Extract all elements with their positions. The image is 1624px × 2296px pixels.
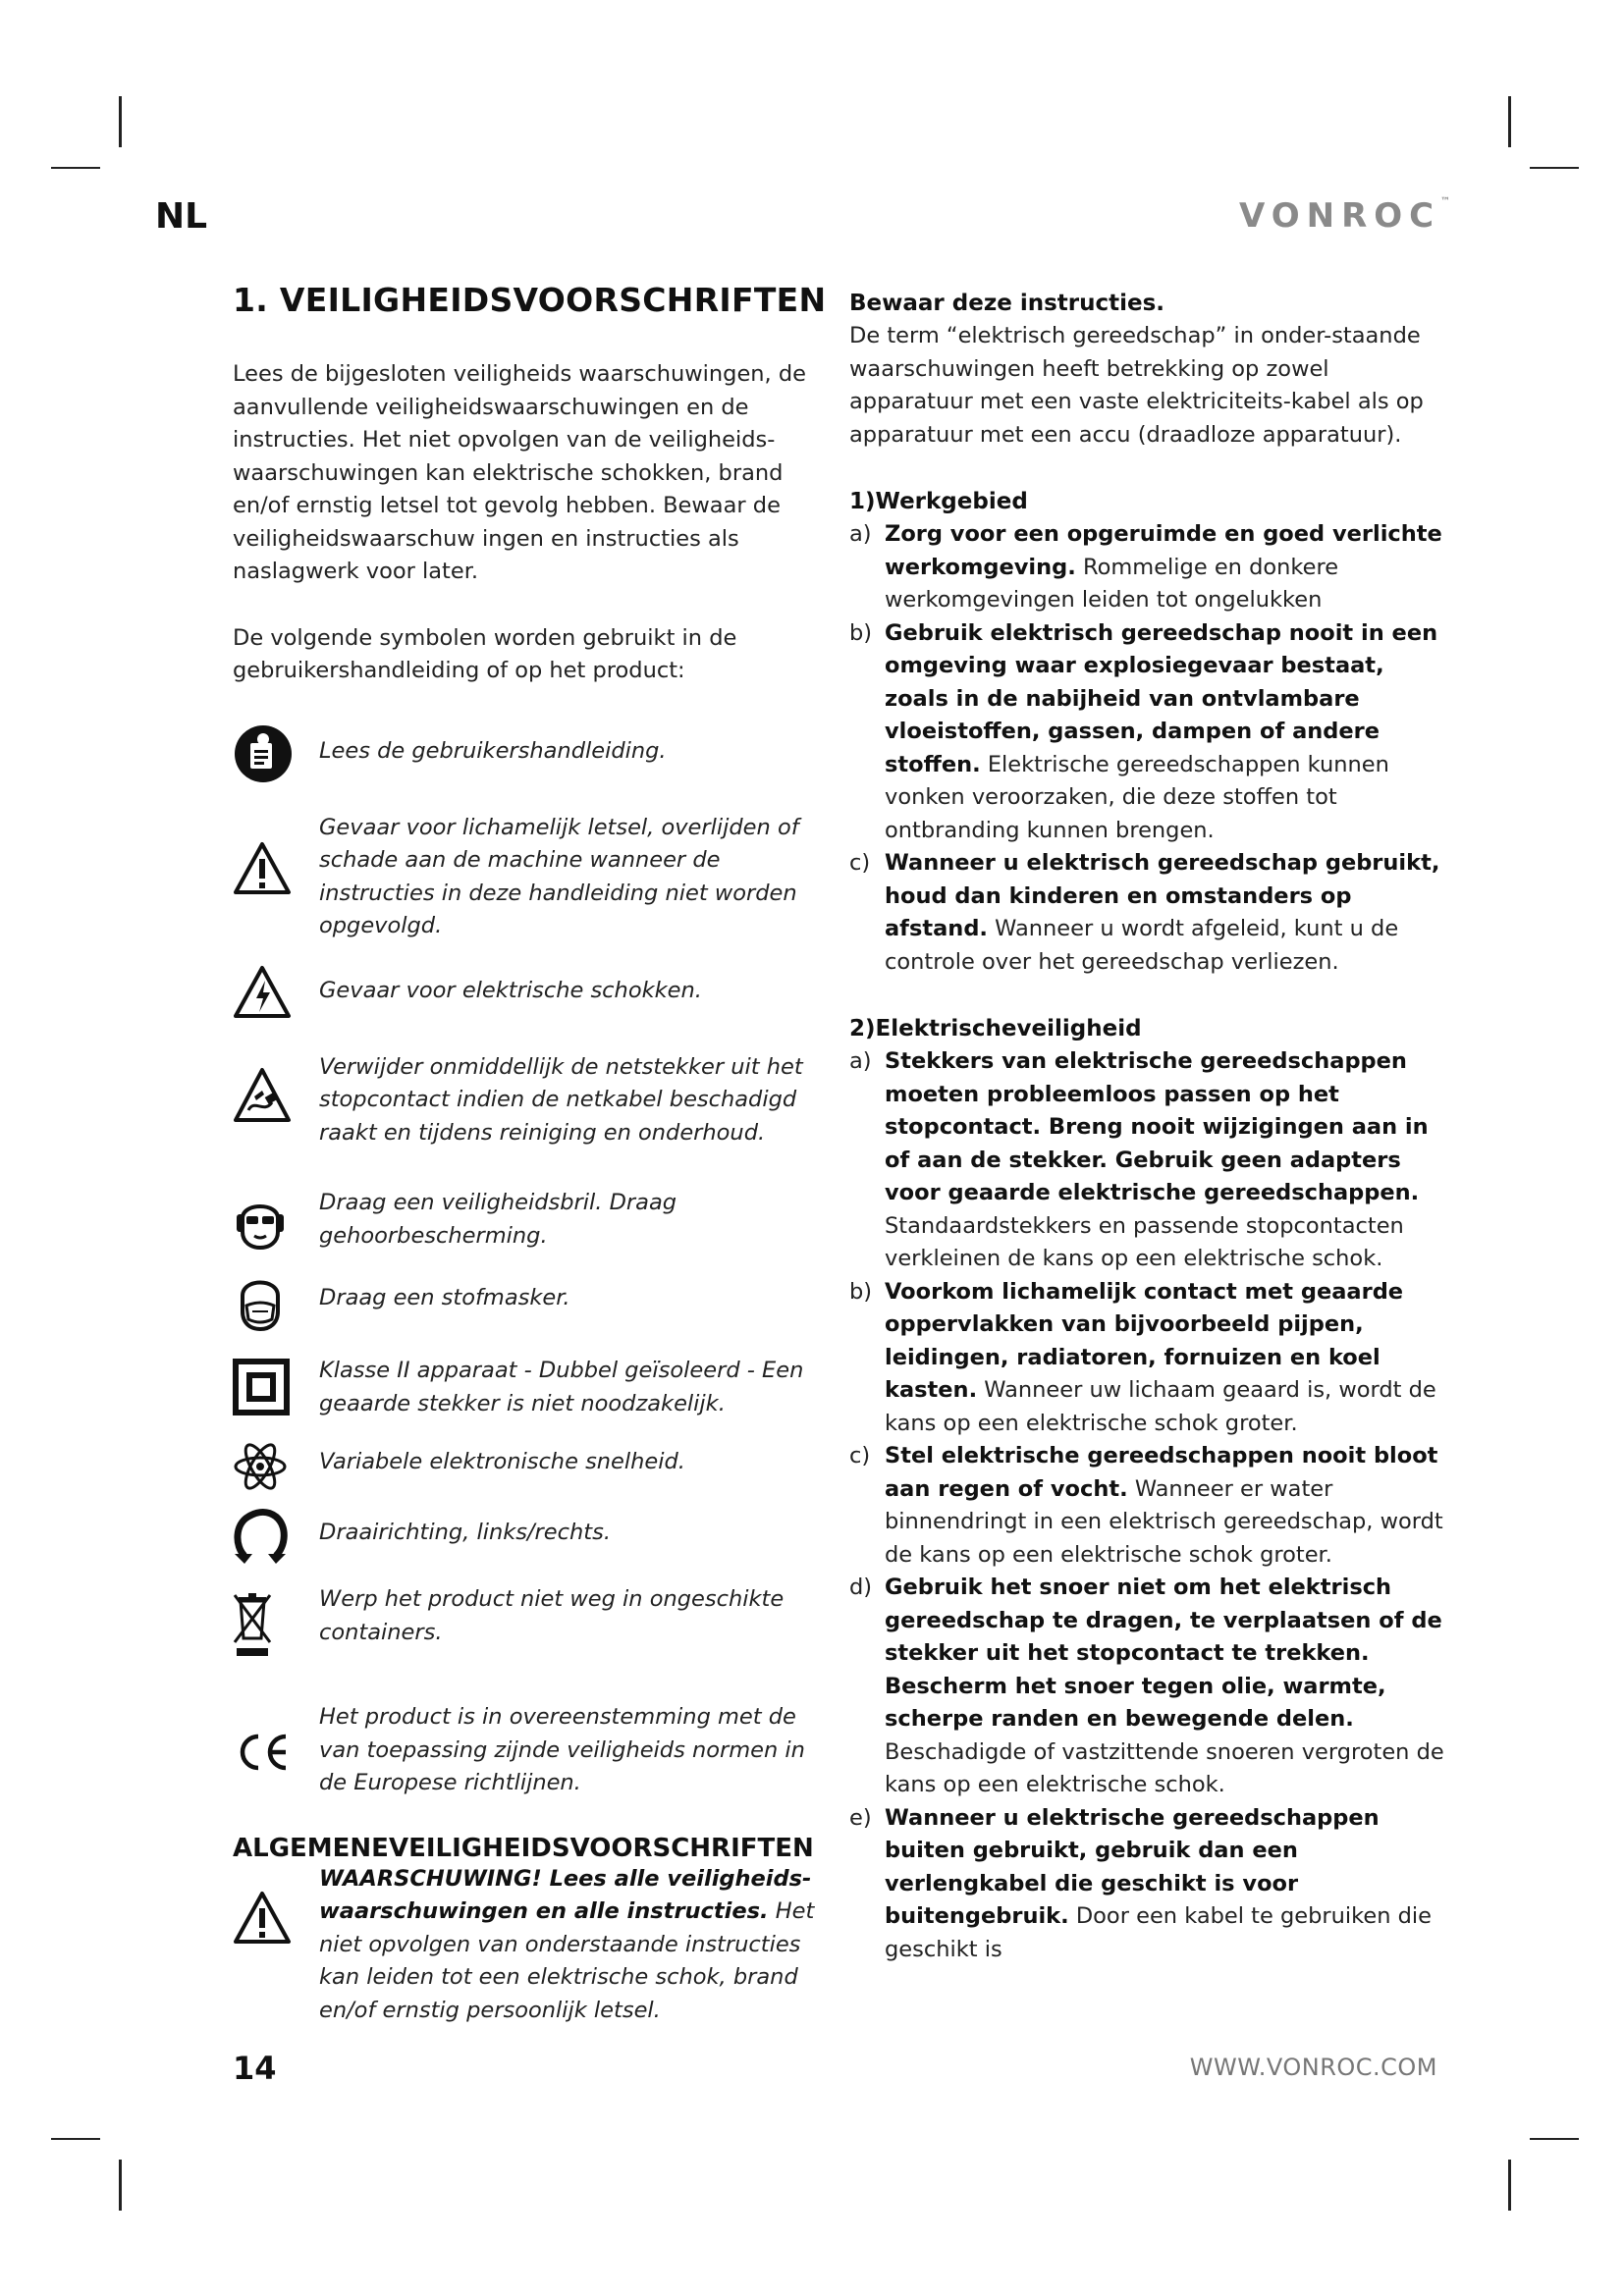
symbol-text: Verwijder onmiddellijk de netstekker uit het stopcontact indien de netkabel beschadigd raakt en tijdens reiniging en onderhoud.: [319, 1053, 803, 1146]
list-item: b) Gebruik elektrisch gereedschap nooit in een omgeving waar explosiegevaar bestaat, zoals in de nabijheid van ontvlambare vloeistoffen, gassen, dampen of andere stoffen. Elektrische gereedschappen kunnen vonken veroorzaken, die deze stoffen tot ontbranding kunnen brengen.: [849, 619, 1438, 843]
symbol-row: [233, 1507, 832, 1570]
dust-mask-icon: [233, 1272, 288, 1331]
right-column: [849, 287, 1450, 1966]
keep-instructions-text: De term “elektrisch gereedschap” in onder-staande waarschuwingen heeft betrekking op zowel apparatuur met een vaste elektriciteits-kabel als op apparatuur met een accu (draadloze apparatuur).: [849, 323, 1424, 448]
weee-bin-icon: [233, 1589, 272, 1658]
subsection-title: 2)Elektrischeveiligheid: [849, 1016, 1142, 1041]
list-item: c) Stel elektrische gereedschappen nooit bloot aan regen of vocht. Wanneer er water binnendringt in een elektrisch gereedschap, wordt de kans op een elektrische schok groter.: [849, 1443, 1443, 1568]
crop-mark: [1508, 2160, 1511, 2211]
symbol-row: [233, 1583, 832, 1678]
general-warning-row: [233, 1863, 832, 2028]
symbol-text: Gevaar voor lichamelijk letsel, overlijden of schade aan de machine wanneer de instructies in deze handleiding niet worden opgevolgd.: [319, 814, 799, 938]
page-number: 14: [233, 2050, 277, 2087]
symbol-row: [233, 1355, 832, 1420]
section-heading: 1. VEILIGHEIDSVOORSCHRIFTEN: [233, 281, 827, 319]
list-item: b) Voorkom lichamelijk contact met geaarde oppervlakken van bijvoorbeeld pijpen, leidingen, radiatoren, fornuizen en koel kasten. Wanneer uw lichaam geaard is, wordt de kans op een elektrische schok groter.: [849, 1278, 1436, 1436]
warning-icon: [233, 1891, 292, 1946]
list-item: a) Stekkers van elektrische gereedschappen moeten probleemloos passen op het stopcontact. Breng nooit wijzigingen aan in of aan de stekker. Gebruik geen adapters voor geaarde elektrische gereedschappen. Standaardstekkers en passende stopcontacten verkleinen de kans op een elektrische schok.: [849, 1048, 1429, 1271]
symbol-text: Klasse II apparaat - Dubbel geïsoleerd - Een geaarde stekker is niet noodzakelijk.: [319, 1358, 804, 1416]
intro-paragraph: Lees de bijgesloten veiligheids waarschuwingen, de aanvullende veiligheidswaarschuwingen en de instructies. Het niet opvolgen van de veiligheids-waarschuwingen kan elektrische schokken, brand en/of ernstig letsel tot gevolg hebben. Bewaar de veiligheidswaarschuw ingen en instructies als naslagwerk voor later.: [233, 361, 806, 584]
crop-mark: [1508, 96, 1511, 147]
unplug-icon: [233, 1067, 292, 1124]
subsection-title: 1)Werkgebied: [849, 489, 1028, 514]
symbol-row: [233, 1051, 832, 1150]
brand-logo: VONROC™: [1239, 196, 1451, 236]
warning-icon: [233, 841, 292, 896]
symbol-text: Werp het product niet weg in ongeschikte containers.: [319, 1586, 785, 1645]
crop-mark: [1530, 167, 1579, 169]
crop-mark: [51, 167, 100, 169]
list-item: a) Zorg voor een opgeruimde en goed verlichte werkomgeving. Rommelige en donkere werkomgevingen leiden tot ongelukken: [849, 521, 1442, 613]
keep-instructions-title: Bewaar deze instructies.: [849, 291, 1165, 316]
list-item: c) Wanneer u elektrisch gereedschap gebruikt, houd dan kinderen en omstanders op afstand. Wanneer u wordt afgeleid, kunt u de controle over het gereedschap verliezen.: [849, 850, 1440, 975]
symbol-row: [233, 1701, 832, 1800]
manual-icon: [233, 723, 294, 784]
electric-shock-icon: [233, 965, 292, 1020]
ce-mark-icon: [233, 1733, 292, 1772]
list-item: e) Wanneer u elektrische gereedschappen buiten gebruikt, gebruik dan een verlengkabel die geschikt is voor buitengebruik. Door een kabel te gebruiken die geschikt is: [849, 1804, 1432, 1962]
symbol-row: [233, 1272, 832, 1339]
language-code: NL: [155, 196, 208, 237]
crop-mark: [119, 2160, 122, 2211]
safety-glasses-icon: [233, 1193, 288, 1250]
rotation-icon: [233, 1507, 288, 1564]
symbol-row: [233, 1187, 832, 1253]
symbols-intro: De volgende symbolen worden gebruikt in de gebruikershandleiding of op het product:: [233, 624, 737, 683]
symbol-row: [233, 965, 832, 1032]
crop-mark: [51, 2138, 100, 2140]
symbol-text: Draairichting, links/rechts.: [319, 1520, 611, 1545]
crop-mark: [1530, 2138, 1579, 2140]
list-item: d) Gebruik het snoer niet om het elektrisch gereedschap te dragen, te verplaatsen of de stekker uit het stopcontact te trekken. Bescherm het snoer tegen olie, warmte, scherpe randen en bewegende delen. Beschadigde of vastzittende snoeren vergroten de kans op een elektrische schok.: [849, 1575, 1444, 1797]
left-column: [233, 281, 832, 2027]
class-ii-icon: [233, 1359, 290, 1415]
symbol-row: [233, 723, 832, 790]
general-warning-text: WAARSCHUWING! Lees alle veiligheids-waarschuwingen en alle instructies. Het niet opvolgen van onderstaande instructies kan leiden tot een elektrische schok, brand en/of ernstig persoonlijk letsel.: [319, 1865, 815, 2023]
variable-speed-icon: [233, 1440, 288, 1493]
symbol-row: [233, 1440, 832, 1497]
symbol-text: Gevaar voor elektrische schokken.: [319, 977, 702, 1003]
general-safety-heading: ALGEMENEVEILIGHEIDSVOORSCHRIFTEN: [233, 1833, 814, 1863]
symbol-text: Het product is in overeenstemming met de van toepassing zijnde veiligheids normen in de Europese richtlijnen.: [319, 1704, 805, 1795]
symbol-text: Lees de gebruikershandleiding.: [319, 737, 667, 764]
crop-mark: [119, 96, 122, 147]
symbol-row: [233, 812, 832, 943]
symbol-text: Draag een veiligheidsbril. Draag gehoorbescherming.: [319, 1190, 677, 1249]
symbol-text: Variabele elektronische snelheid.: [319, 1449, 685, 1474]
website-url: WWW.VONROC.COM: [1189, 2054, 1437, 2081]
symbol-text: Draag een stofmasker.: [319, 1285, 570, 1310]
